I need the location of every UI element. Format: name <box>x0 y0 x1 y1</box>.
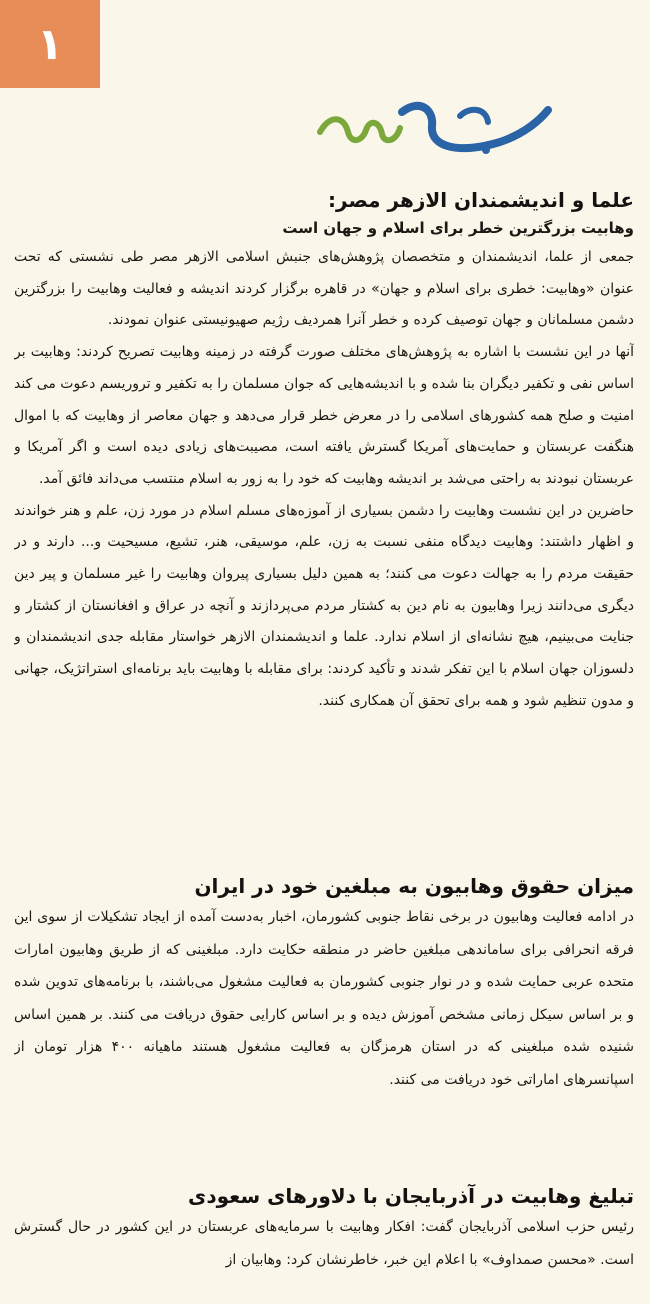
article-title: تبلیغ وهابیت در آذربایجان با دلاورهای سعودی <box>188 1184 634 1208</box>
article-subtitle: وهابیت بزرگترین خطر برای اسلام و جهان است <box>282 219 634 237</box>
article-title: علما و اندیشمندان الازهر مصر: <box>328 188 634 212</box>
article-title: میزان حقوق وهابیون به مبلغین خود در ایران <box>194 874 634 898</box>
page-number: ۱ <box>36 18 64 70</box>
article-paragraph: رئیس حزب اسلامی آذربایجان گفت: افکار وهابیت با سرمایه‌های عربستان در این کشور در حال گسترش است. «محسن صمداوف» با اعلام این خبر، خاطرنشان کرد: وهابیان از <box>14 1219 634 1268</box>
article-salaries <box>14 872 634 1192</box>
article-azerbaijan <box>14 1182 634 1300</box>
article-paragraph: در ادامه فعالیت وهابیون در برخی نقاط جنوبی کشورمان، اخبار به‌دست آمده از ایجاد تشکیلات از سوی این فرقه انحرافی برای ساماندهی مبلغین حاضر در منطقه حکایت دارد. مبلغینی که از طریق وهابیون امارات متحده عربی حمایت شده و در نوار جنوبی کشورمان به فعالیت مشغول می‌باشند، با برنامه‌های تدوین شده و بر اساس سیکل زمانی مشخص آموزش دیده و بر اساس کارایی حقوق دریافت می کنند. بر همین اساس شنیده شده مبلغینی که در استان هرمزگان به فعالیت مشغول هستند ماهیانه ۴۰۰ هزار تومان از اسپانسرهای اماراتی خود دریافت می کنند. <box>14 909 634 1088</box>
article-paragraph: جمعی از علما، اندیشمندان و متخصصان پژوهش‌های جنبش اسلامی الازهر مصر طی نشستی که تحت عنوان «وهابیت: خطری برای اسلام و جهان» در قاهره برگزار کردند اندیشه و فعالیت وهابیت را بزرگترین دشمن مسلمانان و جهان توصیف کرده و خطر آنرا همردیف رژیم صهیونیستی عنوان نمودند. <box>14 249 634 329</box>
article-paragraph: حاضرین در این نشست وهابیت را دشمن بسیاری از آموزه‌های مسلم اسلام در مورد زن، علم و هنر خواندند و اظهار داشتند: وهابیت دیدگاه منفی نسبت به زن، علم، موسیقی، هنر، تشیع، مسیحیت و... دارند و در حقیقت مردم را به جهالت دعوت می کنند؛ به همین دلیل بسیاری پیروان وهابیت را غیر مسلمان و پیر دین دیگری می‌دانند زیرا وهابیون به نام دین به کشتار مردم می‌پردازند و آنچه در عراق و افغانستان از کشتار و جنایت می‌بینیم، هیچ نشانه‌ای از اسلام ندارد. علما و اندیشمندان الازهر خواستار مقابله جدی اندیشمندان و دلسوزان جهان اسلام با این تفکر شدند و تأکید کردند: برای مقابله با وهابیت باید برنامه‌ای استراتژیک، جهانی و مدون تنظیم شود و همه برای تحقق آن همکاری کنند. <box>14 502 634 709</box>
article-azhar <box>14 186 634 778</box>
page-number-tab <box>0 0 100 88</box>
article-paragraph: آنها در این نشست با اشاره به پژوهش‌های مختلف صورت گرفته در زمینه وهابیت تصریح کردند: وهابیت بر اساس نفی و تکفیر دیگران بنا شده و با اندیشه‌هایی که جوان مسلمان را به تکفیر و تروریسم دعوت می کند امنیت و صلح همه کشورهای اسلامی را در معرض خطر قرار می‌دهد و جهان معاصر از وهابیت که با اموال هنگفت عربستان و حمایت‌های آمریکا گسترش یافته است، مصیبت‌های زیادی دیده است و اگر آمریکا و عربستان نبودند به راحتی می‌شد بر اندیشه وهابیت که خود را به زور به اسلام منتسب می‌داند فائق آمد. <box>14 344 634 487</box>
logo-green-stroke <box>320 119 400 140</box>
logo-dot <box>482 146 490 154</box>
logo-blue-hook <box>460 110 488 122</box>
gulf-calligraphy-logo <box>310 92 555 162</box>
